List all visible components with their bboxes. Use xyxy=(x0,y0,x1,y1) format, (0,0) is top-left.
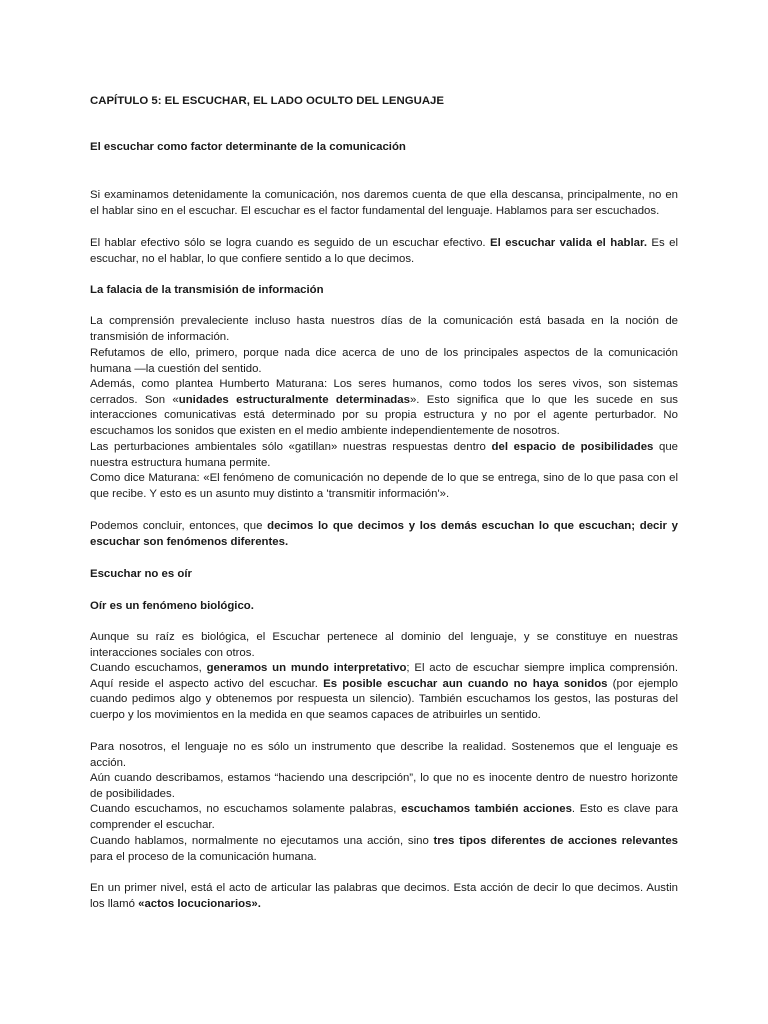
chapter-title: CAPÍTULO 5: EL ESCUCHAR, EL LADO OCULTO DEL LENGUAJE xyxy=(90,95,444,107)
section-heading-falacia: La falacia de la transmisión de información xyxy=(90,284,324,296)
paragraph: Para nosotros, el lenguaje no es sólo un instrumento que describe la realidad. Sostenemos que el lenguaje es acción. xyxy=(90,741,678,769)
paragraph: Como dice Maturana: «El fenómeno de comunicación no depende de lo que se entrega, sino de lo que pasa con el que recibe. Y esto es un asunto muy distinto a 'transmitir información'». xyxy=(90,472,678,500)
paragraph: Las perturbaciones ambientales sólo «gatillan» nuestras respuestas dentro del espacio de posibilidades que nuestra estructura humana permite. xyxy=(90,441,679,469)
paragraph: Cuando hablamos, normalmente no ejecutamos una acción, sino tres tipos diferentes de acciones relevantes para el proceso de la comunicación humana. xyxy=(90,835,678,863)
paragraph: Si examinamos detenidamente la comunicación, nos daremos cuenta de que ella descansa, principalmente, no en el hablar sino en el escuchar. El escuchar es el factor fundamental del lenguaje. Hablamos para ser escuchados. xyxy=(90,189,678,217)
paragraph: Aunque su raíz es biológica, el Escuchar pertenece al dominio del lenguaje, y se constituye en nuestras interacciones sociales con otros. xyxy=(90,631,678,659)
paragraph: Refutamos de ello, primero, porque nada dice acerca de uno de los principales aspectos de la comunicación humana —la cuestión del sentido. xyxy=(90,347,678,375)
paragraph: Cuando escuchamos, no escuchamos solamente palabras, escuchamos también acciones. Esto es clave para comprender el escuchar. xyxy=(90,803,678,831)
section-heading-oir-biologico: Oír es un fenómeno biológico. xyxy=(90,600,254,612)
paragraph: Podemos concluir, entonces, que decimos lo que decimos y los demás escuchan lo que escuchan; decir y escuchar son fenómenos diferentes. xyxy=(90,520,679,548)
paragraph: La comprensión prevaleciente incluso hasta nuestros días de la comunicación está basada en la noción de transmisión de información. xyxy=(90,315,678,343)
paragraph: Aún cuando describamos, estamos “haciendo una descripción”, lo que no es inocente dentro de nuestro horizonte de posibilidades. xyxy=(90,772,678,800)
paragraph: Cuando escuchamos, generamos un mundo interpretativo; El acto de escuchar siempre implica comprensión. Aquí reside el aspecto activo del escuchar. Es posible escuchar aun cuando no haya sonidos (por ejemplo cuando pedimos algo y obtenemos por respuesta un silencio). También escuchamos los gestos, las posturas del cuerpo y los movimientos en la medida en que seamos capaces de atribuirles un sentido. xyxy=(90,662,678,721)
paragraph: El hablar efectivo sólo se logra cuando es seguido de un escuchar efectivo. El escuchar valida el hablar. Es el escuchar, no el hablar, lo que confiere sentido a lo que decimos. xyxy=(90,237,678,265)
paragraph: Además, como plantea Humberto Maturana: Los seres humanos, como todos los seres vivos, son sistemas cerrados. Son «unidades estructuralmente determinadas». Esto significa que lo que les sucede en sus interacciones comunicativas está determinado por su propia estructura y no por el agente perturbador. No escuchamos los sonidos que existen en el medio ambiente independientemente de nosotros. xyxy=(90,378,678,437)
section-heading-escuchar-no-es-oir: Escuchar no es oír xyxy=(90,568,192,580)
paragraph: En un primer nivel, está el acto de articular las palabras que decimos. Esta acción de decir lo que decimos. Austin los llamó «actos locucionarios». xyxy=(90,882,678,910)
section-heading-escuchar-factor: El escuchar como factor determinante de la comunicación xyxy=(90,141,406,153)
